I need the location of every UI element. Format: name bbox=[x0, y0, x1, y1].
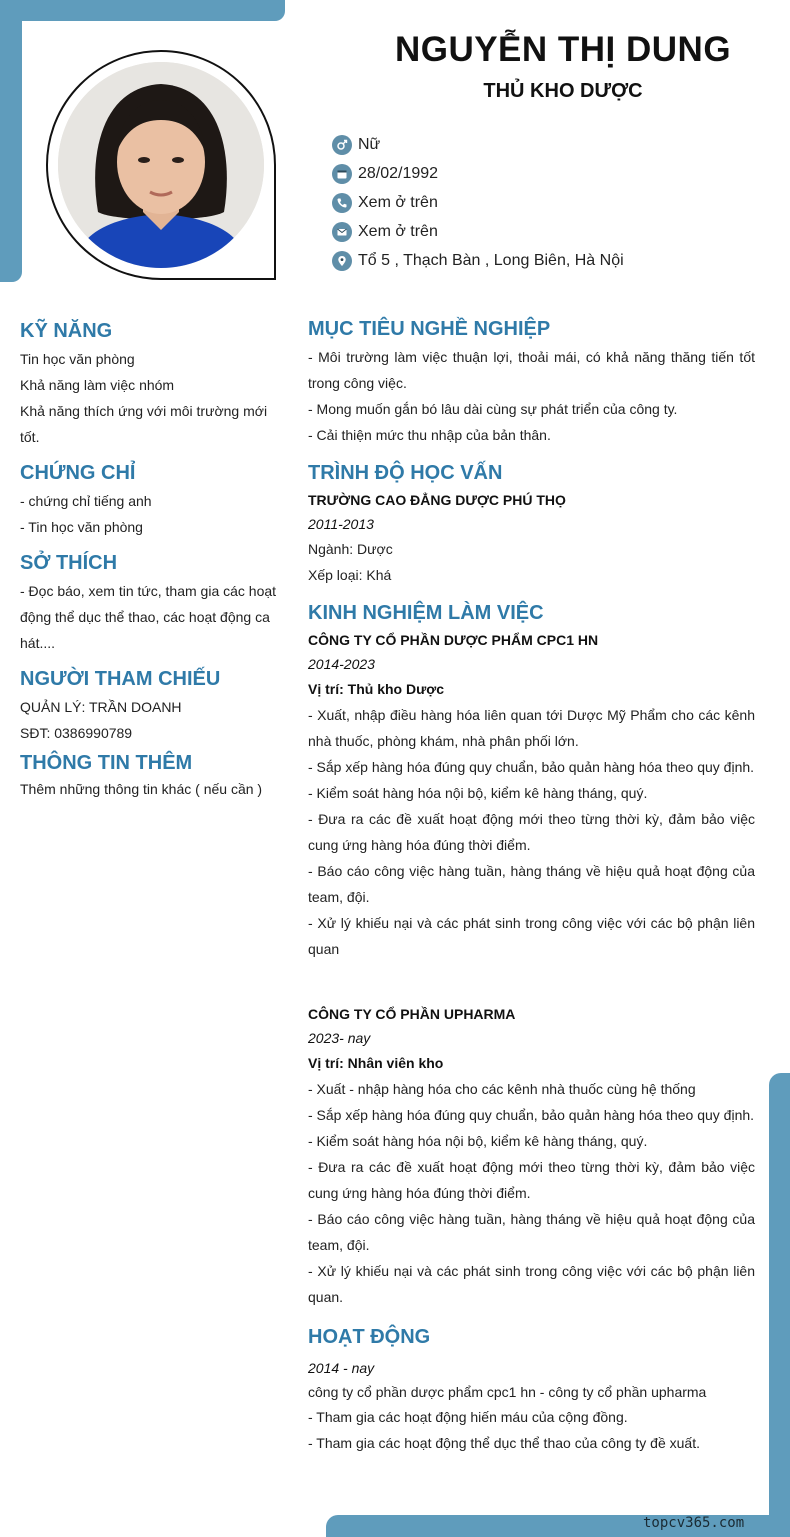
contact-address bbox=[332, 246, 624, 275]
job-duty: - Xử lý khiếu nại và các phát sinh trong công việc với các bộ phận liên quan. bbox=[308, 1263, 755, 1305]
contact-gender bbox=[332, 130, 624, 159]
hobbies-title: SỞ THÍCH bbox=[20, 552, 118, 574]
job-duty: - Kiểm soát hàng hóa nội bộ, kiểm kê hàng tháng, quý. bbox=[308, 785, 648, 801]
right-column bbox=[308, 314, 755, 1456]
skills-title: KỸ NĂNG bbox=[20, 320, 113, 342]
job-period: 2014-2023 bbox=[308, 656, 375, 672]
profile-photo-frame bbox=[46, 50, 276, 280]
left-column bbox=[20, 316, 282, 800]
decorative-top-bar bbox=[0, 0, 285, 21]
job-duty: - Đưa ra các đề xuất hoạt động mới theo từng thời kỳ, đảm bảo việc cung ứng hàng hóa đúng thời điểm. bbox=[308, 1159, 755, 1201]
contact-phone bbox=[332, 188, 624, 217]
job-entry bbox=[308, 1002, 755, 1310]
job-company: CÔNG TY CỔ PHẦN UPHARMA bbox=[308, 1006, 516, 1022]
phone-icon bbox=[332, 193, 352, 213]
additional-info-item: Thêm những thông tin khác ( nếu cần ) bbox=[20, 781, 263, 797]
job-position: Vị trí: Nhân viên kho bbox=[308, 1055, 444, 1071]
contact-info bbox=[332, 130, 624, 275]
location-icon bbox=[332, 251, 352, 271]
objective-title: MỤC TIÊU NGHỀ NGHIỆP bbox=[308, 318, 551, 340]
contact-birthday-value: 28/02/1992 bbox=[358, 164, 439, 182]
contact-email-value: Xem ở trên bbox=[358, 222, 438, 240]
certificate-item: - chứng chỉ tiếng anh bbox=[20, 493, 152, 509]
job-entry bbox=[308, 628, 755, 962]
education-title: TRÌNH ĐỘ HỌC VẤN bbox=[308, 462, 503, 484]
additional-info-title: THÔNG TIN THÊM bbox=[20, 752, 193, 774]
job-duty: - Xuất, nhập điều hàng hóa liên quan tới Dược Mỹ Phẩm cho các kênh nhà thuốc, phòng khám, nhà phân phối lớn. bbox=[308, 707, 755, 749]
contact-phone-value: Xem ở trên bbox=[358, 193, 438, 211]
email-icon bbox=[332, 222, 352, 242]
objective-item: - Môi trường làm việc thuận lợi, thoải mái, có khả năng thăng tiến tốt trong công việc. bbox=[308, 349, 755, 391]
job-duty: - Báo cáo công việc hàng tuần, hàng tháng về hiệu quả hoạt động của team, đội. bbox=[308, 863, 755, 905]
education-item: Xếp loại: Khá bbox=[308, 567, 392, 583]
calendar-icon bbox=[332, 164, 352, 184]
contact-birthday bbox=[332, 159, 624, 188]
job-period: 2023- nay bbox=[308, 1030, 371, 1046]
job-duty: - Xuất - nhập hàng hóa cho các kênh nhà thuốc cùng hệ thống bbox=[308, 1081, 696, 1097]
decorative-left-bar bbox=[0, 0, 22, 282]
activities-period: 2014 - nay bbox=[308, 1360, 375, 1376]
objective-item: - Mong muốn gắn bó lâu dài cùng sự phát triển của công ty. bbox=[308, 401, 678, 417]
skill-item: Khả năng làm việc nhóm bbox=[20, 377, 175, 393]
education-item: Ngành: Dược bbox=[308, 541, 393, 557]
activity-item: - Tham gia các hoạt động thể dục thể thao của công ty đề xuất. bbox=[308, 1435, 700, 1451]
job-title: THỦ KHO DƯỢC bbox=[483, 80, 643, 102]
activity-item: công ty cổ phần dược phẩm cpc1 hn - công ty cổ phần upharma bbox=[308, 1384, 707, 1400]
job-spacer bbox=[308, 962, 755, 1002]
job-duty: - Kiểm soát hàng hóa nội bộ, kiểm kê hàng tháng, quý. bbox=[308, 1133, 648, 1149]
job-duty: - Đưa ra các đề xuất hoạt động mới theo từng thời kỳ, đảm bảo việc cung ứng hàng hóa đúng thời điểm. bbox=[308, 811, 755, 853]
objective-item: - Cải thiện mức thu nhập của bản thân. bbox=[308, 427, 551, 443]
activity-item: - Tham gia các hoạt động hiến máu của cộng đồng. bbox=[308, 1409, 628, 1425]
job-company: CÔNG TY CỔ PHẦN DƯỢC PHẨM CPC1 HN bbox=[308, 632, 599, 648]
reference-item: QUẢN LÝ: TRẦN DOANH bbox=[20, 699, 182, 715]
contact-gender-value: Nữ bbox=[358, 135, 381, 153]
job-position: Vị trí: Thủ kho Dược bbox=[308, 681, 444, 697]
job-duty: - Sắp xếp hàng hóa đúng quy chuẩn, bảo quản hàng hóa theo quy định. bbox=[308, 759, 755, 775]
job-duty: - Báo cáo công việc hàng tuần, hàng tháng về hiệu quả hoạt động của team, đội. bbox=[308, 1211, 755, 1253]
certificates-title: CHỨNG CHỈ bbox=[20, 462, 136, 484]
person-name: NGUYỄN THỊ DUNG bbox=[394, 30, 732, 69]
education-school: TRƯỜNG CAO ĐẲNG DƯỢC PHÚ THỌ bbox=[308, 492, 566, 508]
decorative-right-bar bbox=[769, 1073, 790, 1537]
hobby-item: - Đọc báo, xem tin tức, tham gia các hoạt động thể dục thể thao, các hoạt động ca hát.... bbox=[20, 583, 277, 651]
watermark: topcv365.com bbox=[643, 1515, 745, 1531]
contact-email bbox=[332, 217, 624, 246]
experience-title: KINH NGHIỆM LÀM VIỆC bbox=[308, 602, 544, 624]
gender-icon bbox=[332, 135, 352, 155]
skill-item: Khả năng thích ứng với môi trường mới tốt. bbox=[20, 403, 268, 445]
certificate-item: - Tin học văn phòng bbox=[20, 519, 143, 535]
skill-item: Tin học văn phòng bbox=[20, 351, 135, 367]
job-duty: - Sắp xếp hàng hóa đúng quy chuẩn, bảo quản hàng hóa theo quy định. bbox=[308, 1107, 755, 1123]
education-period: 2011-2013 bbox=[308, 516, 374, 532]
job-duty: - Xử lý khiếu nại và các phát sinh trong công việc với các bộ phận liên quan bbox=[308, 915, 755, 957]
contact-address-value: Tổ 5 , Thạch Bàn , Long Biên, Hà Nội bbox=[358, 251, 624, 269]
activities-title: HOẠT ĐỘNG bbox=[308, 1326, 431, 1348]
reference-item: SĐT: 0386990789 bbox=[20, 725, 133, 741]
references-title: NGƯỜI THAM CHIẾU bbox=[20, 668, 221, 690]
profile-photo bbox=[58, 62, 264, 268]
